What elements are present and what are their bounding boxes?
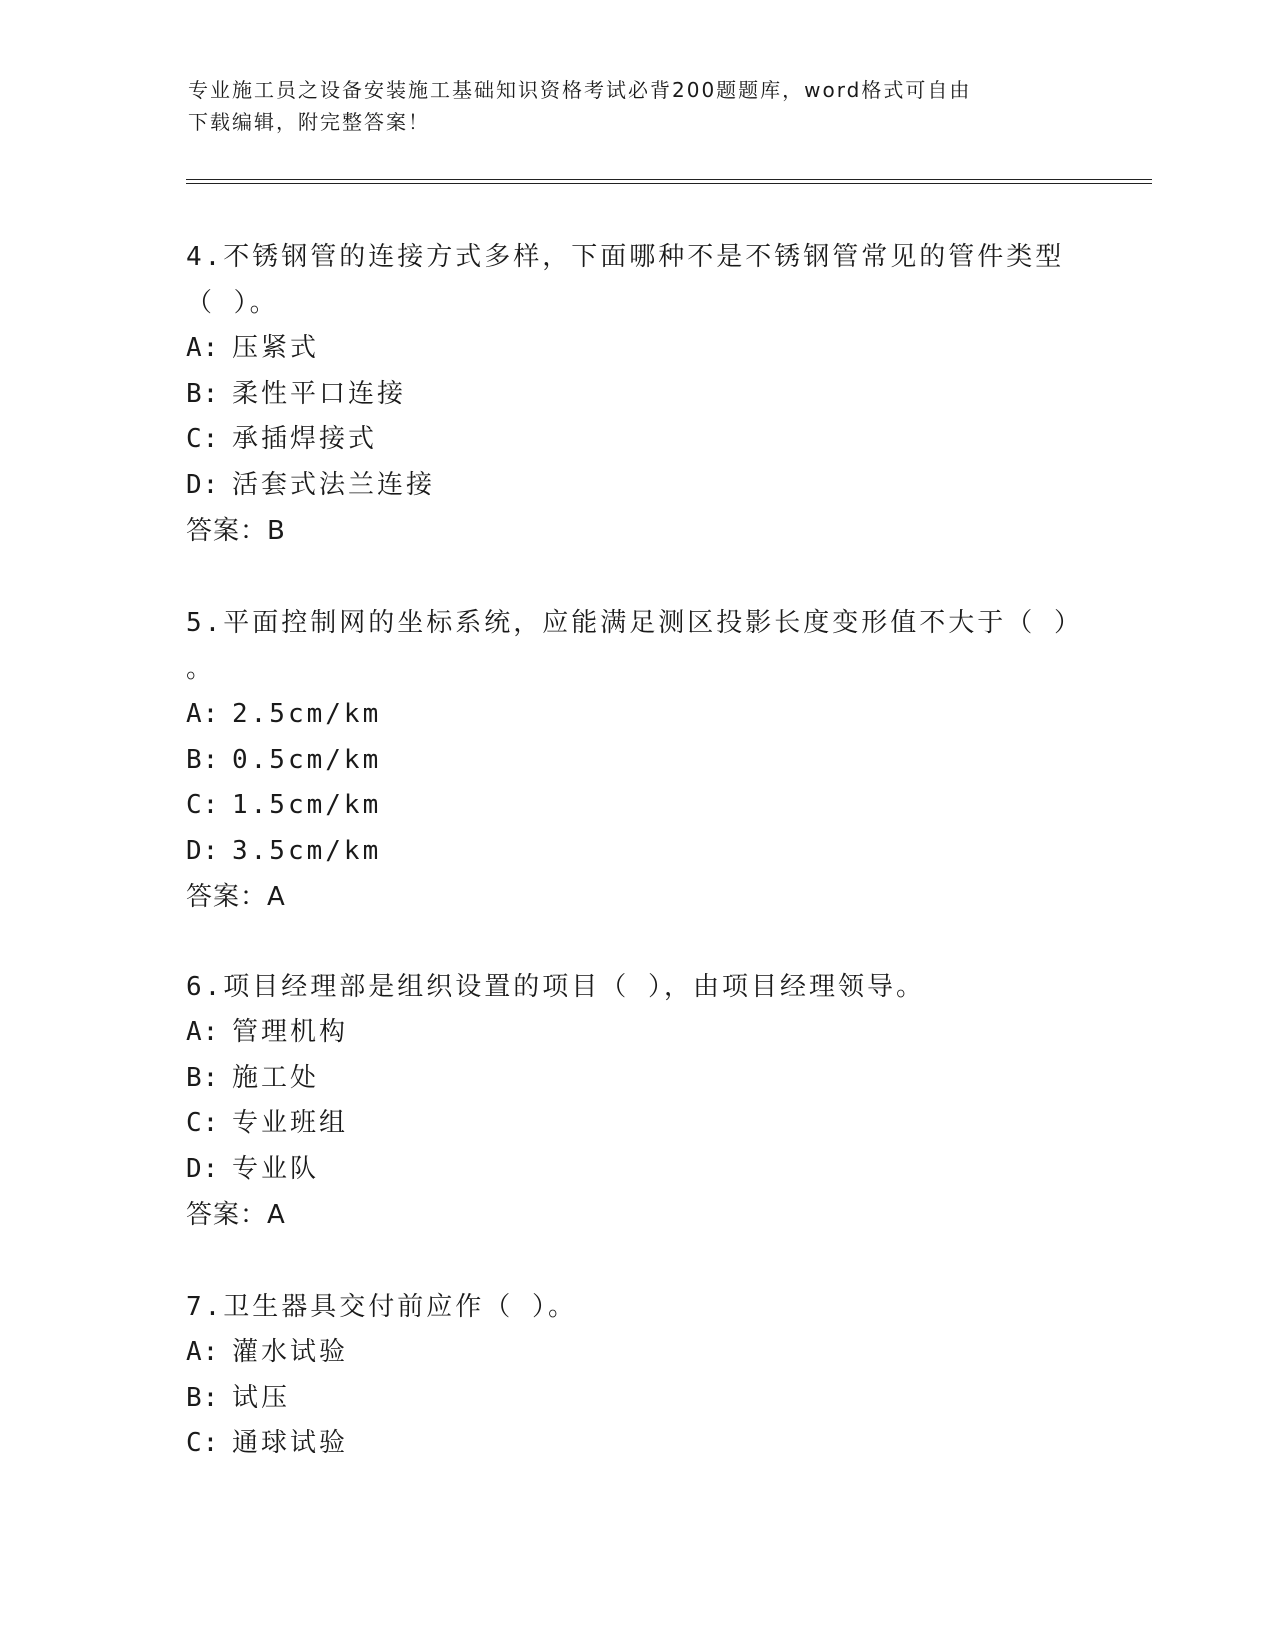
header-divider-top [186, 179, 1152, 180]
option-text: 专业班组 [232, 1108, 349, 1138]
option-key: C: [186, 1108, 220, 1138]
header-divider-bottom [186, 183, 1152, 184]
option-d [186, 829, 1086, 875]
question-stem: 5.平面控制网的坐标系统，应能满足测区投影长度变形值不大于（ ） [186, 608, 1083, 638]
option-a [186, 1010, 1086, 1056]
answer-line: 答案：A [186, 882, 286, 912]
option-text: 压紧式 [232, 333, 320, 363]
option-b [186, 372, 1086, 418]
option-text: 柔性平口连接 [232, 378, 407, 409]
question-stem: 6.项目经理部是组织设置的项目（ ），由项目经理领导。 [186, 972, 925, 1002]
option-text: 试压 [232, 1382, 291, 1413]
option-c [186, 1101, 1086, 1147]
answer-line: 答案：A [186, 1200, 286, 1230]
option-text: 承插焊接式 [232, 424, 378, 454]
option-text: 施工处 [232, 1062, 320, 1093]
option-key: B: [186, 1382, 220, 1413]
question-stem-continued: 。 [186, 654, 216, 684]
option-key: A: [186, 333, 220, 363]
option-key: C: [186, 790, 220, 820]
option-key: C: [186, 1428, 220, 1458]
option-b [186, 1056, 1086, 1102]
option-b [186, 738, 1086, 784]
question-stem-continued: （ ）。 [186, 288, 279, 318]
option-a [186, 326, 1086, 372]
option-a [186, 692, 1086, 738]
option-text: 管理机构 [232, 1017, 349, 1047]
option-text: 灌水试验 [232, 1337, 349, 1367]
option-c [186, 783, 1086, 829]
question-7 [186, 1284, 1086, 1467]
document-header [188, 74, 1088, 138]
option-b [186, 1376, 1086, 1422]
option-key: A: [186, 1337, 220, 1367]
header-line-2: 下载编辑，附完整答案！ [188, 110, 430, 134]
option-text: 0.5cm/km [232, 744, 382, 775]
option-text: 3.5cm/km [232, 835, 382, 866]
question-stem: 4.不锈钢管的连接方式多样，下面哪种不是不锈钢管常见的管件类型 [186, 242, 1065, 272]
option-key: A: [186, 1017, 220, 1047]
question-4 [186, 234, 1086, 554]
option-key: D: [186, 1153, 220, 1184]
answer-line: 答案：B [186, 516, 286, 546]
option-text: 通球试验 [232, 1428, 349, 1458]
option-key: A: [186, 699, 220, 729]
question-stem: 7.卫生器具交付前应作（ ）。 [186, 1292, 577, 1322]
option-key: D: [186, 835, 220, 866]
option-text: 1.5cm/km [232, 790, 382, 820]
option-key: B: [186, 744, 220, 775]
option-key: B: [186, 378, 220, 409]
option-d [186, 1147, 1086, 1193]
option-key: B: [186, 1062, 220, 1093]
option-d [186, 463, 1086, 509]
question-6 [186, 964, 1086, 1238]
option-text: 专业队 [232, 1153, 320, 1184]
option-c [186, 417, 1086, 463]
option-c [186, 1421, 1086, 1467]
option-text: 2.5cm/km [232, 699, 382, 729]
option-key: C: [186, 424, 220, 454]
header-line-1: 专业施工员之设备安装施工基础知识资格考试必背200题题库，word格式可自由 [188, 78, 972, 102]
option-text: 活套式法兰连接 [232, 469, 436, 500]
question-5 [186, 600, 1086, 920]
option-key: D: [186, 469, 220, 500]
option-a [186, 1330, 1086, 1376]
